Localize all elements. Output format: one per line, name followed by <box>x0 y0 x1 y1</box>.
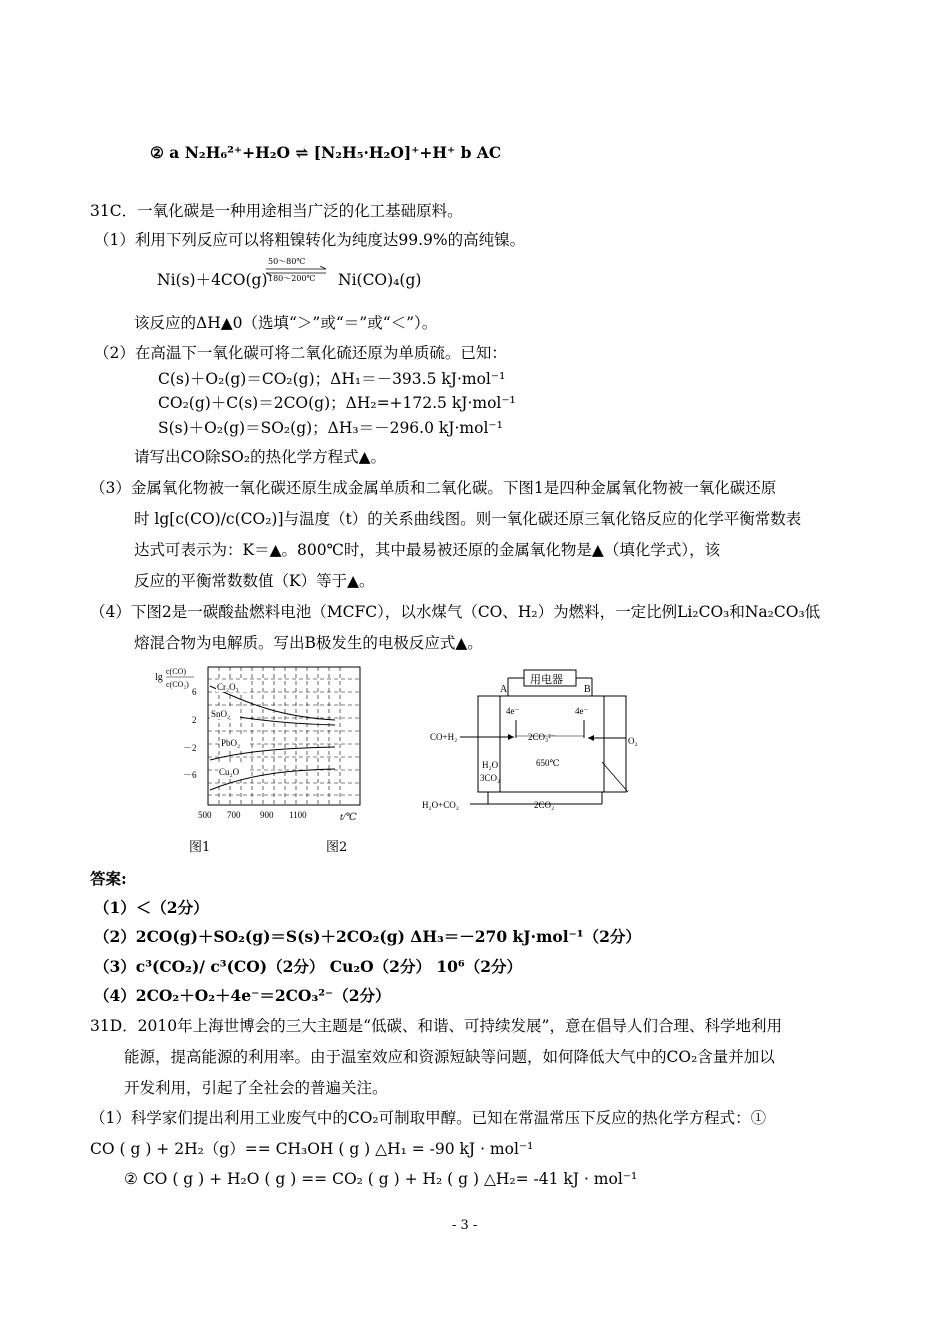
equation-1: C(s)＋O₂(g)＝CO₂(g)；ΔH₁＝－393.5 kJ·mol⁻¹ <box>158 370 506 388</box>
q31c-part3-line2: 时 lg[c(CO)/c(CO₂)]与温度（t）的关系曲线图。则一氧化碳还原三氧化铬反应的化学平衡常数表 <box>134 510 802 528</box>
figure1-xtick: 500 <box>198 810 212 820</box>
figure2-co2-recycle: 2CO₂ <box>534 800 555 810</box>
answer-2: （2）2CO(g)＋SO₂(g)＝S(s)＋2CO₂(g) ΔH₃＝－270 kJ·mol⁻¹（2分） <box>94 927 641 946</box>
q31c-part4-line2: 熔混合物为电解质。写出B极发生的电极反应式▲。 <box>134 634 483 652</box>
figure2-electrons-right: 4e⁻ <box>575 706 589 716</box>
figure2-co2-out: 3CO₂ <box>480 773 501 783</box>
figure1-xtick: 1100 <box>289 810 307 820</box>
figure1-series-label: Cr₂O₃ <box>217 682 239 692</box>
figure2-device-label: 用电器 <box>530 674 563 686</box>
figure1-ylabel-prefix: lg <box>155 672 163 683</box>
figure2-fuel-cell-diagram <box>418 664 658 816</box>
condition-top: 50～80℃ <box>268 257 306 266</box>
q31c-part2-question: 请写出CO除SO₂的热化学方程式▲。 <box>134 448 387 466</box>
q31d-line4: （1）科学家们提出利用工业废气中的CO₂可制取甲醇。已知在常温常压下反应的热化学方程式：① <box>90 1109 767 1127</box>
q31c-part2: （2）在高温下一氧化碳可将二氧化硫还原为单质硫。已知： <box>94 344 507 362</box>
figure2-electrode-a: A <box>500 684 508 695</box>
figure1-series-label: PbO₂ <box>221 738 241 748</box>
answer-1: （1）＜（2分） <box>94 898 209 917</box>
q31c-part1: （1）利用下列反应可以将粗镍转化为纯度达99.9%的高纯镍。 <box>94 231 526 249</box>
figure2-oxygen-in: O₂ <box>628 736 638 746</box>
top-answer-line: ② a N₂H₆²⁺+H₂O ⇌ [N₂H₅·H₂O]⁺+H⁺ b AC <box>150 143 502 162</box>
figure2-electrons-left: 4e⁻ <box>506 706 520 716</box>
figure2-water-out: H₂O <box>482 760 499 770</box>
q31c-part3-line4: 反应的平衡常数数值（K）等于▲。 <box>134 572 375 590</box>
figure1-graph <box>150 662 380 827</box>
figure1-series-label: SnO₂ <box>211 709 231 719</box>
figure2-exhaust: H₂O+CO₂ <box>422 800 459 810</box>
figure1-caption: 图1 <box>189 840 211 855</box>
figure2-temperature: 650℃ <box>536 758 560 768</box>
q31c-part3-line1: （3）金属氧化物被一氧化碳还原生成金属单质和二氧化碳。下图1是四种金属氧化物被一氧化碳还原 <box>90 479 777 497</box>
figure1-ytick: －2 <box>183 743 197 753</box>
q31d-line1: 31D．2010年上海世博会的三大主题是“低碳、和谐、可持续发展”，意在倡导人们合理、科学地利用 <box>90 1017 782 1035</box>
q31c-part3-line3: 达式可表示为：K＝▲。800℃时，其中最易被还原的金属氧化物是▲（填化学式），该 <box>134 541 721 559</box>
q31d-line5: CO ( g ) + 2H₂（g）== CH₃OH ( g ) △H₁ = -90 kJ · mol⁻¹ <box>90 1140 534 1158</box>
q31d-line3: 开发利用，引起了全社会的普遍关注。 <box>124 1079 388 1097</box>
figure1-ytick: 2 <box>192 715 197 725</box>
answers-heading: 答案: <box>90 869 127 888</box>
condition-bottom: 180～200℃ <box>268 274 316 283</box>
figure1-xtick: 700 <box>227 810 241 820</box>
q31c-part1-question: 该反应的ΔH▲0（选填“＞”或“＝”或“＜”）。 <box>134 314 438 332</box>
q31d-line6: ② CO ( g ) + H₂O ( g ) == CO₂ ( g ) + H₂ ( g ) △H₂= -41 kJ · mol⁻¹ <box>124 1170 638 1188</box>
answer-4: （4）2CO₂＋O₂＋4e⁻＝2CO₃²⁻（2分） <box>94 986 391 1005</box>
figure1-series-label: Cu₂O <box>219 767 240 777</box>
figure1-xtick: 900 <box>260 810 274 820</box>
figure1-ylabel-den: c(CO₂) <box>166 680 189 689</box>
q31c-title: 31C．一氧化碳是一种用途相当广泛的化工基础原料。 <box>90 202 463 220</box>
equation-3: S(s)＋O₂(g)＝SO₂(g)；ΔH₃＝－296.0 kJ·mol⁻¹ <box>158 419 503 437</box>
q31c-part4-line1: （4）下图2是一碳酸盐燃料电池（MCFC），以水煤气（CO、H₂）为燃料，一定比例Li₂CO₃和Na₂CO₃低 <box>90 603 821 621</box>
q31d-line2: 能源，提高能源的利用率。由于温室效应和资源短缺等问题，如何降低大气中的CO₂含量并加以 <box>124 1048 775 1066</box>
figure1-xlabel: t/℃ <box>340 812 357 823</box>
nickel-reactant: Ni(s)＋4CO(g) <box>157 271 268 289</box>
page-number: - 3 - <box>452 1218 478 1233</box>
figure1-ytick: －6 <box>183 770 197 780</box>
nickel-product: Ni(CO)₄(g) <box>338 271 422 289</box>
figure2-carbonate-ion: 2CO₃²⁻ <box>528 732 556 742</box>
figure2-fuel-in: CO+H₂ <box>430 732 458 742</box>
answer-3: （3）c³(CO₂)/ c³(CO)（2分） Cu₂O（2分） 10⁶（2分） <box>94 957 522 976</box>
figure1-ylabel-num: c(CO) <box>166 667 186 676</box>
figure1-ytick: 6 <box>192 687 197 697</box>
figure2-caption: 图2 <box>326 840 348 855</box>
equation-2: CO₂(g)＋C(s)＝2CO(g)；ΔH₂=+172.5 kJ·mol⁻¹ <box>158 394 516 412</box>
figure2-electrode-b: B <box>584 684 591 695</box>
